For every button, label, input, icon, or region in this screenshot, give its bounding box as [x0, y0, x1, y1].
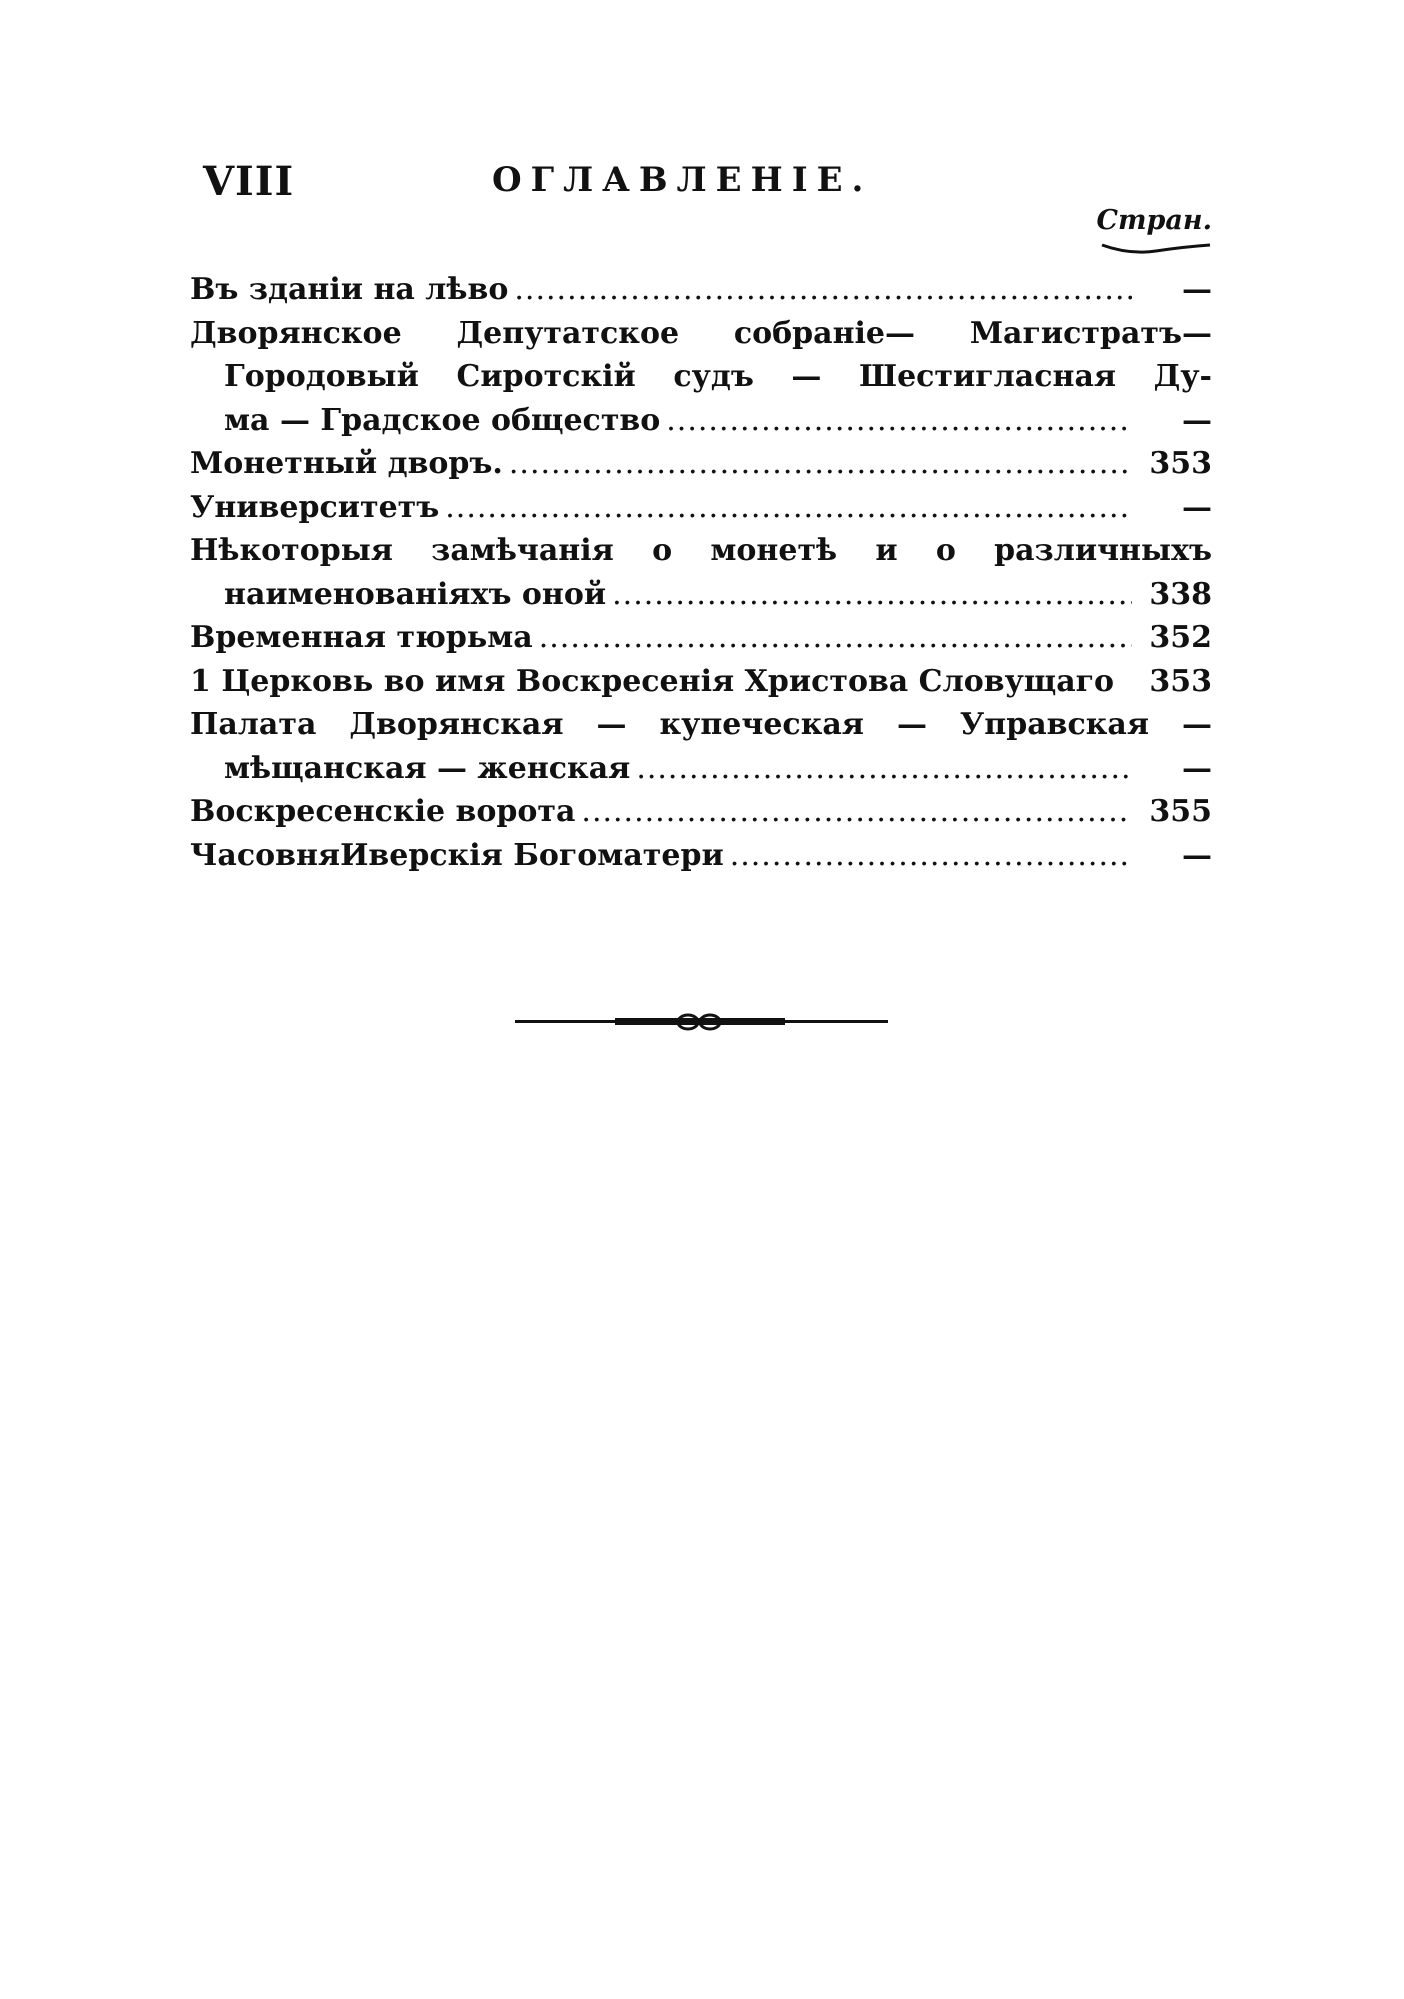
- toc-entry-text: Воскресенскіе ворота: [190, 794, 576, 829]
- toc-page-number: 352: [1149, 620, 1212, 655]
- toc-entry-text: Монетный дворъ.: [190, 446, 503, 481]
- page-column-label: Стран.: [1096, 205, 1212, 236]
- toc-entry-text: мѣщанская — женская: [224, 750, 631, 786]
- toc-entry-text: Городовый Сиротскій судъ — Шестигласная Ду-: [224, 359, 1212, 394]
- toc-entry-text: Нѣкоторыя замѣчанія о монетѣ и о различныхъ: [190, 533, 1212, 568]
- toc-line: [190, 490, 1212, 534]
- toc-page-number: 353: [1149, 663, 1212, 699]
- dot-leader: [509, 446, 1132, 481]
- toc-page-number: 355: [1149, 794, 1212, 829]
- dot-leader: [636, 751, 1132, 786]
- toc-page-number: —: [1182, 750, 1212, 786]
- toc-entry: [190, 620, 1212, 664]
- toc-page-number: 338: [1149, 576, 1212, 612]
- toc-line: [190, 620, 1212, 664]
- toc-line: [190, 403, 1212, 447]
- toc-entry: [190, 490, 1212, 534]
- toc-entry: [190, 446, 1212, 490]
- toc-page-number: 353: [1149, 446, 1212, 481]
- dot-leader: [730, 838, 1132, 873]
- toc-entry: [190, 707, 1212, 794]
- toc-line: [190, 446, 1212, 490]
- toc-page-number: —: [1182, 402, 1212, 438]
- dot-leader: [539, 620, 1132, 655]
- toc-entry-text: наименованіяхъ оной: [224, 576, 607, 612]
- toc-entry-text: Въ зданіи на лѣво: [190, 272, 509, 307]
- toc-line: [190, 751, 1212, 795]
- toc-entry-text: Университетъ: [190, 489, 440, 525]
- toc-line: [190, 359, 1212, 403]
- toc-entry: [190, 533, 1212, 620]
- toc-line: [190, 533, 1212, 577]
- page-title: ОГЛАВЛЕНІЕ.: [492, 160, 873, 200]
- column-label-flourish: [1100, 243, 1212, 255]
- toc-line: [190, 664, 1212, 708]
- toc-entry-text: Палата Дворянская — купеческая — Управская —: [190, 707, 1212, 742]
- toc-line: [190, 707, 1212, 751]
- toc-entry-text: Временная тюрьма: [190, 620, 533, 655]
- toc-entry-text: ма — Градское общество: [224, 402, 661, 438]
- toc-entry-text: Дворянское Депутатское собраніе— Магистратъ—: [190, 315, 1212, 351]
- toc-page-number: —: [1182, 837, 1212, 873]
- toc-entry: [190, 794, 1212, 838]
- dot-leader: [514, 272, 1132, 307]
- toc-entry: [190, 272, 1212, 316]
- toc-entry: [190, 838, 1212, 882]
- dot-leader: [666, 403, 1132, 438]
- toc-entry: [190, 316, 1212, 447]
- dot-leader: [612, 577, 1132, 612]
- toc-page-number: —: [1182, 272, 1212, 307]
- ornament-divider: [515, 1012, 888, 1032]
- page-number: VIII: [203, 158, 295, 205]
- toc-entry: [190, 664, 1212, 708]
- toc-line: [190, 838, 1212, 882]
- table-of-contents: [190, 272, 1212, 881]
- toc-line: [190, 794, 1212, 838]
- toc-page-number: —: [1182, 489, 1212, 525]
- toc-line: [190, 577, 1212, 621]
- dot-leader: [581, 794, 1132, 829]
- toc-line: [190, 272, 1212, 316]
- dot-leader: [445, 490, 1132, 525]
- toc-entry-text: ЧасовняИверскія Богоматери: [190, 837, 724, 873]
- toc-entry-text: 1 Церковь во имя Воскресенія Христова Словущаго: [190, 663, 1115, 699]
- toc-line: [190, 316, 1212, 360]
